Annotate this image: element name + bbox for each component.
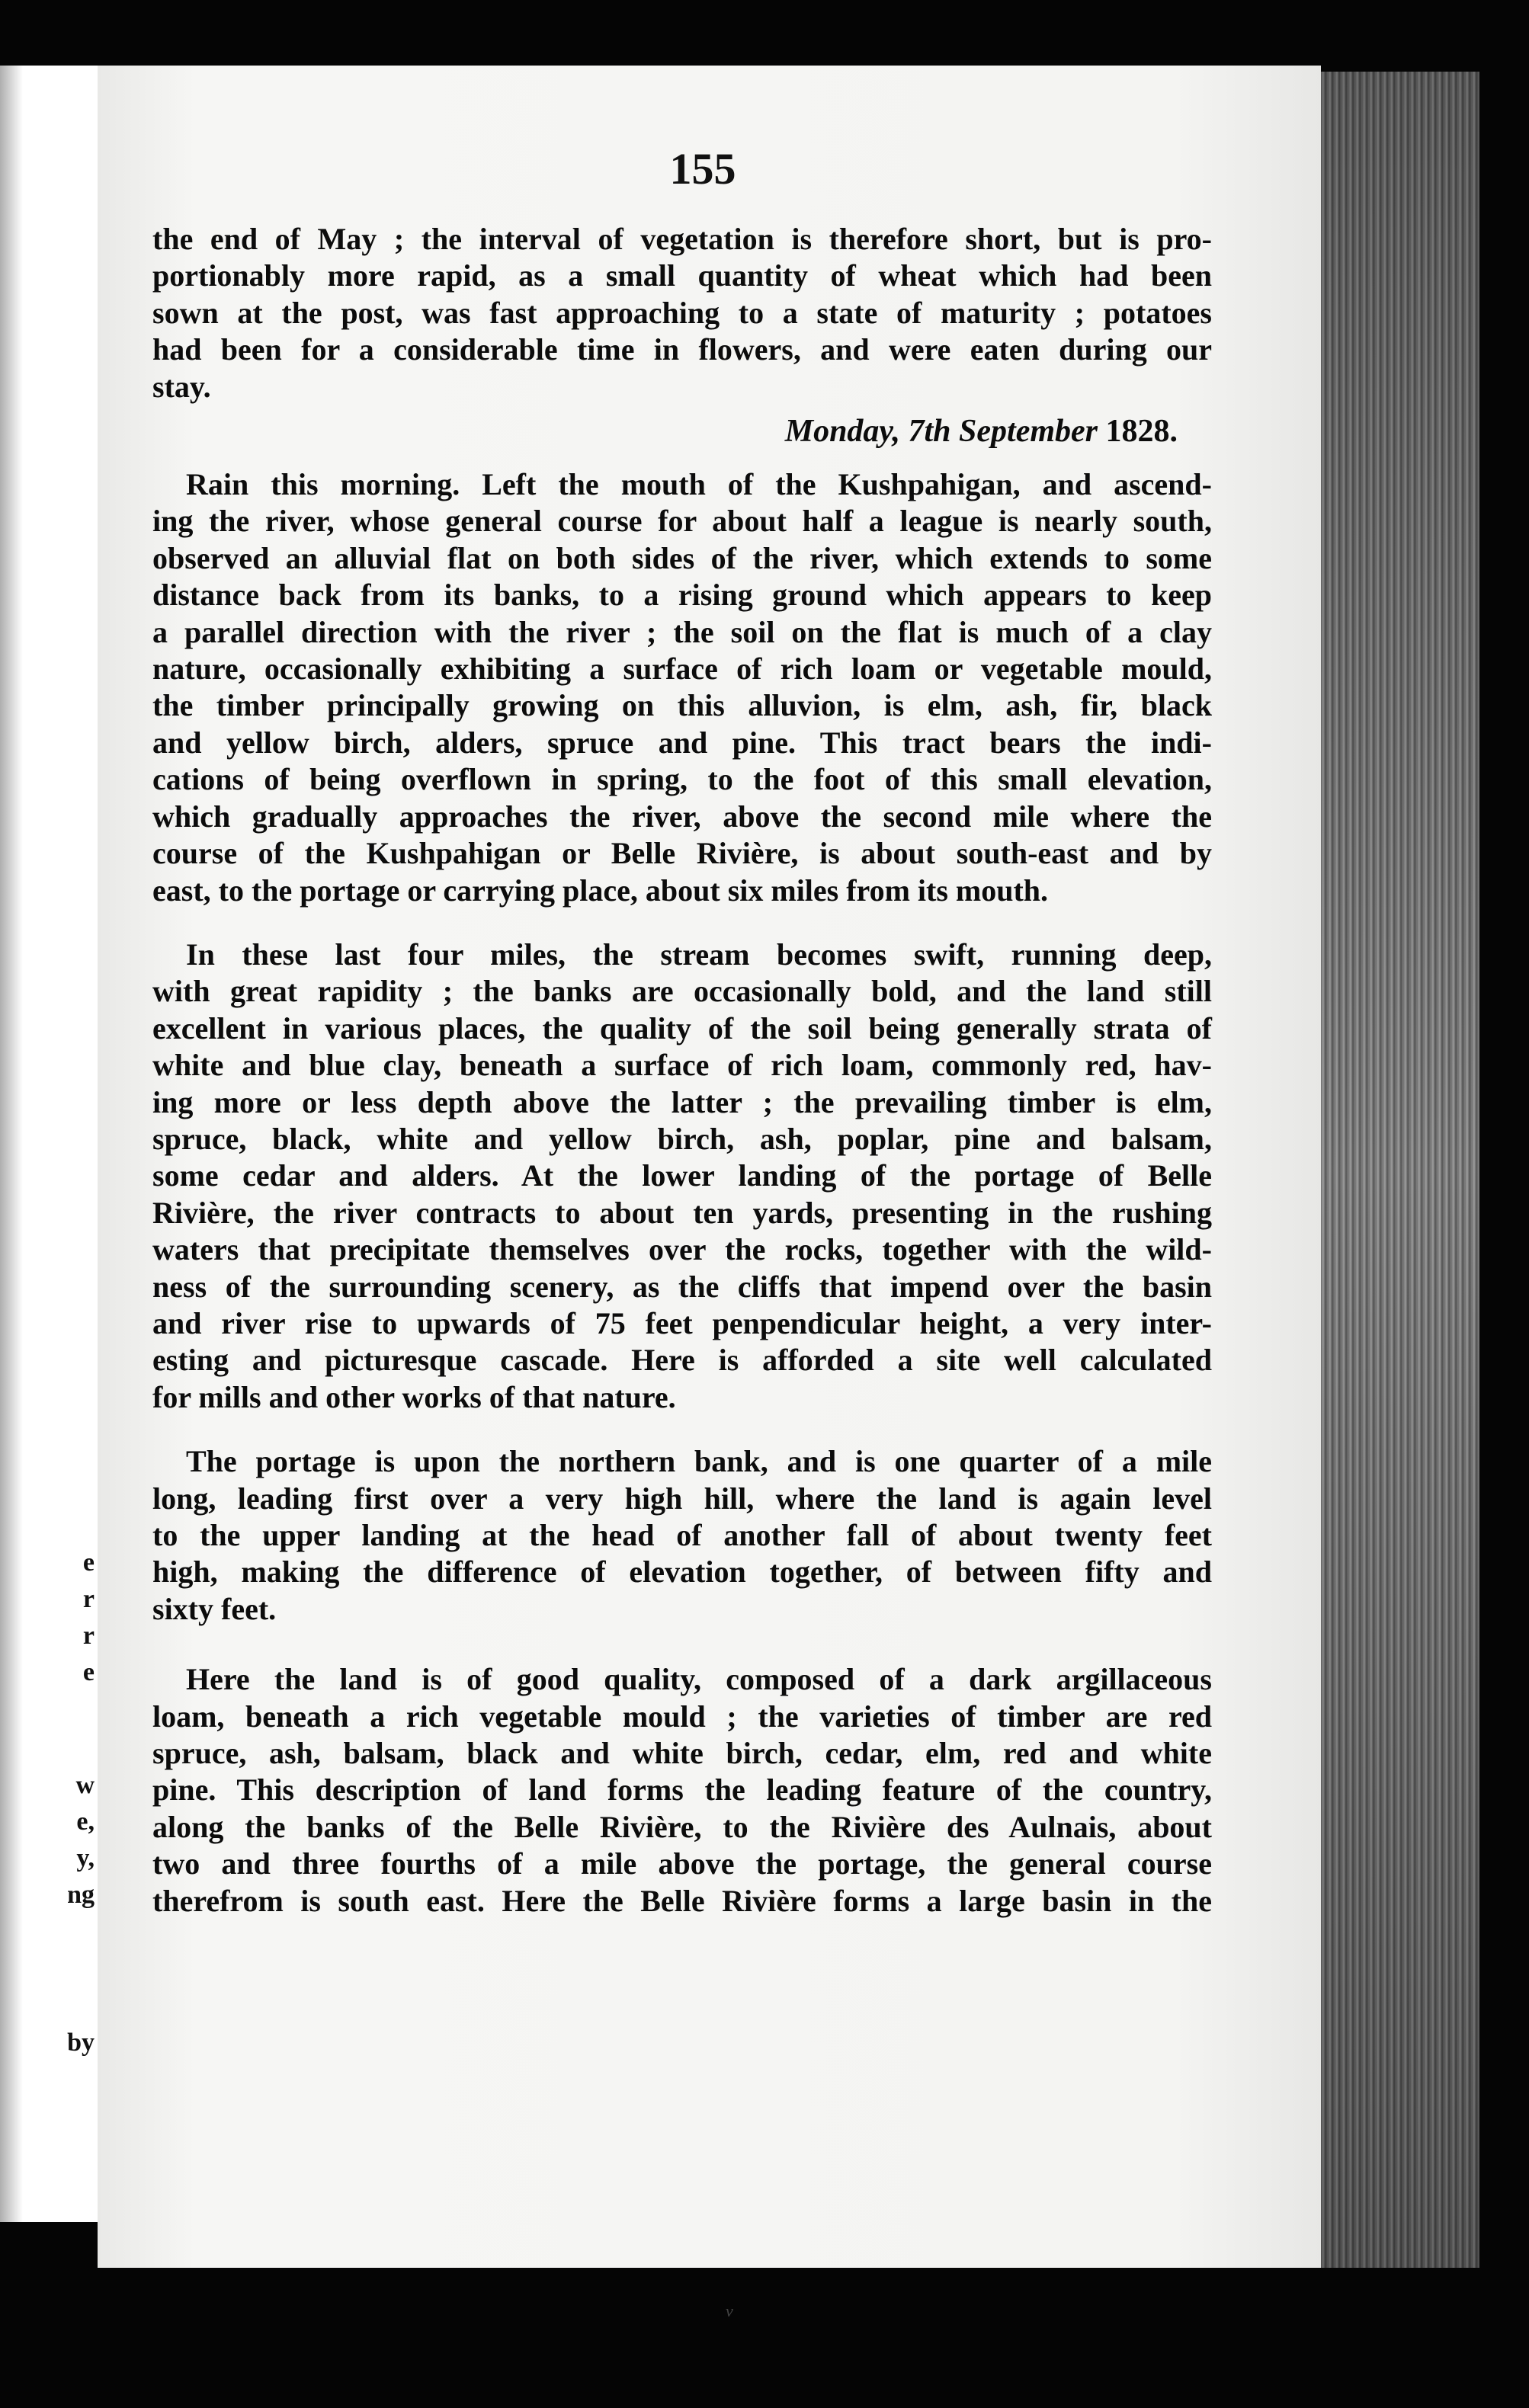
paragraph [152,1661,1212,1920]
text-line: stay. [152,369,211,404]
paragraph [152,1443,1212,1628]
left-text-fragment: r [82,1585,95,1613]
text-line: and river rise to upwards of 75 feet penpendicular height, a very inter- [152,1305,1212,1340]
text-line: therefrom is south east. Here the Belle Rivière forms a large basin in the [152,1883,1212,1918]
text-line: high, making the difference of elevation together, of between fifty and [152,1555,1212,1590]
text-line: long, leading first over a very high hill, where the land is again level [152,1481,1212,1516]
paragraph-gap [152,1416,1212,1443]
left-text-fragment: e [82,1658,95,1686]
text-line: east, to the portage or carrying place, about six miles from its mouth. [152,873,1049,908]
text-line: pine. This description of land forms the leading feature of the country, [152,1772,1212,1808]
page-number: 155 [669,144,736,194]
text-line: and yellow birch, alders, spruce and pine. This tract bears the indi- [152,725,1212,760]
text-line: Rain this morning. Left the mouth of the Kushpahigan, and ascend- [186,467,1212,502]
text-line: the timber principally growing on this alluvion, is elm, ash, fir, black [152,688,1212,723]
footer-mark: v [726,2301,733,2320]
text-line: ness of the surrounding scenery, as the cliffs that impend over the basin [152,1269,1212,1304]
text-line: course of the Kushpahigan or Belle Rivière, is about south-east and by [152,836,1212,871]
text-line: Here the land is of good quality, composed of a dark argillaceous [186,1662,1212,1697]
text-line: ing more or less depth above the latter ; the prevailing timber is elm, [152,1084,1212,1119]
paragraph [152,466,1212,909]
text-line: In these last four miles, the stream becomes swift, running deep, [186,937,1212,972]
text-line: with great rapidity ; the banks are occasionally bold, and the land still [152,974,1212,1009]
text-line: a parallel direction with the river ; the soil on the flat is much of a clay [152,614,1212,649]
text-line: two and three fourths of a mile above the portage, the general course [152,1846,1212,1881]
text-line: Rivière, the river contracts to about ten yards, presenting in the rushing [152,1195,1212,1230]
text-line: ing the river, whose general course for about half a league is nearly south, [152,504,1212,539]
paragraph-gap [152,1628,1212,1661]
text-line: along the banks of the Belle Rivière, to the Rivière des Aulnais, about [152,1809,1212,1844]
text-line: The portage is upon the northern bank, and is one quarter of a mile [186,1444,1212,1479]
left-text-fragment: w [75,1771,95,1799]
text-line: esting and picturesque cascade. Here is afforded a site well calculated [152,1343,1212,1378]
left-page-edge [0,66,98,2222]
text-line: the end of May ; the interval of vegetation is therefore short, but is pro- [152,222,1212,256]
text-line: nature, occasionally exhibiting a surface of rich loam or vegetable mould, [152,652,1212,687]
text-line: sixty feet. [152,1591,277,1626]
text-line: cations of being overflown in spring, to the foot of this small elevation, [152,762,1212,797]
text-line: sown at the post, was fast approaching to a state of maturity ; potatoes [152,295,1212,330]
left-text-fragment: e, [76,1808,95,1836]
page-text [152,221,1212,1920]
left-text-fragment: by [67,2029,95,2057]
text-line: spruce, black, white and yellow birch, ash, poplar, pine and balsam, [152,1121,1212,1156]
left-text-fragment: e [82,1548,95,1577]
text-line: to the upper landing at the head of another fall of about twenty feet [152,1518,1212,1552]
paragraph [152,937,1212,1416]
text-line: observed an alluvial flat on both sides of the river, which extends to some [152,540,1212,575]
text-line: excellent in various places, the quality of the soil being generally strata of [152,1010,1212,1045]
date-year: 1828. [1105,414,1178,450]
text-line: some cedar and alders. At the lower landing of the portage of Belle [152,1158,1212,1193]
left-page-shadow [0,66,23,2222]
text-line: waters that precipitate themselves over the rocks, together with the wild- [152,1232,1212,1267]
left-text-fragment: r [82,1622,95,1650]
date-day: Monday, 7th September [784,414,1098,450]
text-line: loam, beneath a rich vegetable mould ; the varieties of timber are red [152,1699,1212,1734]
text-line: white and blue clay, beneath a surface of rich loam, commonly red, hav- [152,1048,1212,1083]
text-line: spruce, ash, balsam, black and white birch, cedar, elm, red and white [152,1736,1212,1771]
paragraph-gap [152,909,1212,937]
text-line: portionably more rapid, as a small quantity of wheat which had been [152,258,1212,293]
page-edges [1321,72,1479,2268]
left-text-fragment: y, [76,1844,95,1872]
text-line: which gradually approaches the river, above the second mile where the [152,799,1212,834]
date-heading [152,410,1212,453]
text-line: for mills and other works of that nature. [152,1379,676,1414]
text-line: distance back from its banks, to a rising ground which appears to keep [152,578,1212,613]
text-line: had been for a considerable time in flowers, and were eaten during our [152,332,1212,367]
left-text-fragment: ng [67,1881,95,1909]
opening-paragraph [152,221,1212,405]
